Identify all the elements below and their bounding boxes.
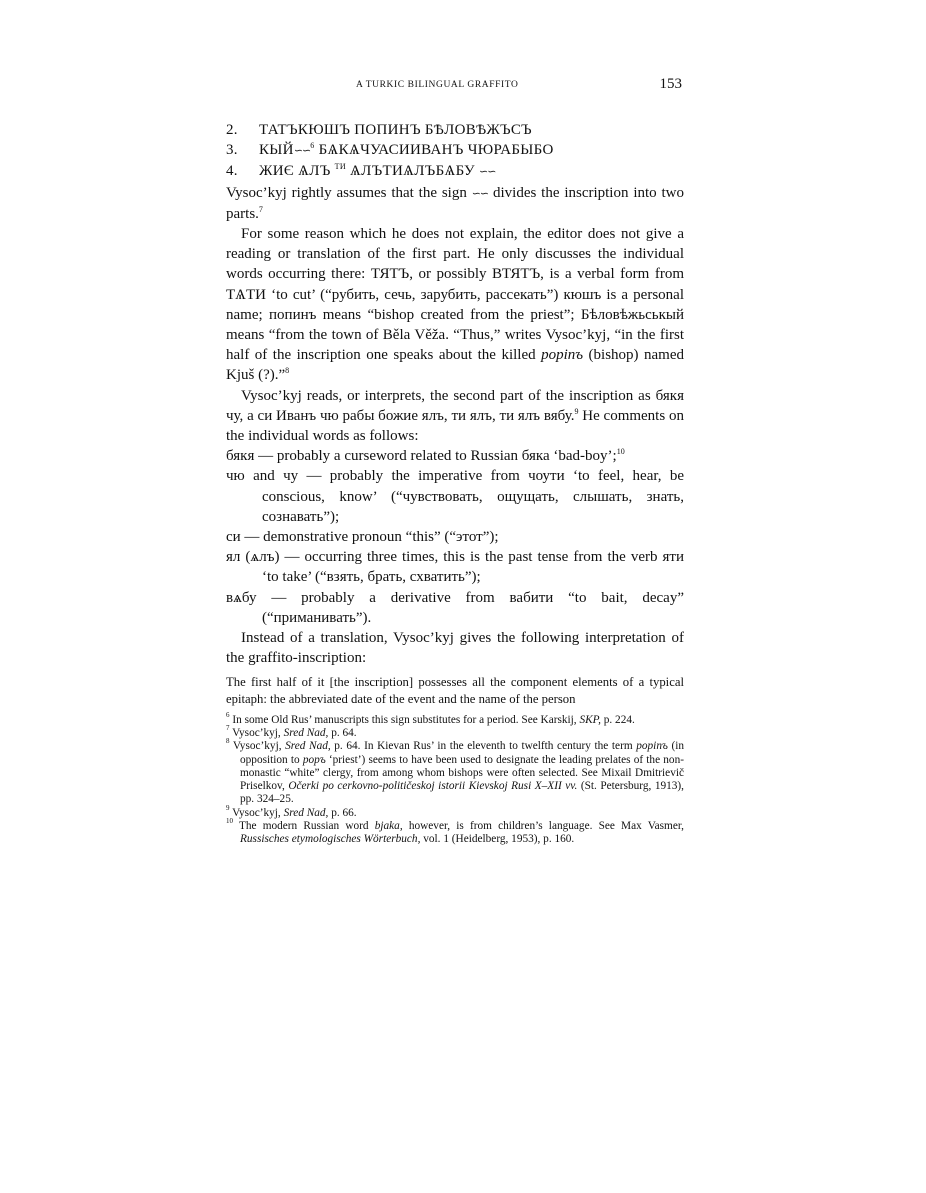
divider-sign: ∽∽: [471, 187, 489, 200]
running-head: [226, 78, 684, 98]
gloss-item: бякя — probably a curseword related to Russian бяка ‘bad-boy’;$^{10}$: [226, 447, 625, 465]
divider-sign: ∽∽: [478, 166, 496, 179]
paragraph-2: For some reason which he does not explain, the editor does not give a reading or translation of the first part. He only discusses the individual words occurring there: ТЯТЪ, or possibly ВТЯТЪ, is a verbal form from ТѦТИ ‘to cut’ (“рубить, сечь, зарубить, рассекать”) кюшъ is a personal name; попинъ means “bishop created from the priest”; Бѣловѣжьськый means “from the town of Běla Věža. “Thus,” writes Vysoc’kyj, “in the first half of the inscription one speaks about the killed popinъ (bishop) named Kjuš (?).”$^8$: [226, 226, 684, 384]
gloss-item: ял (ѧлъ) — occurring three times, this is the past tense from the verb яти ‘to take’ (“взять, брать, схватить”);: [226, 549, 684, 586]
footnote-ref: 10: [616, 447, 625, 457]
paragraph-4: Instead of a translation, Vysoc’kyj gives the following interpretation of the graffito-inscription:: [226, 630, 684, 667]
footnote-ref: 9: [574, 406, 579, 416]
footnote-9: $^9$ Vysoc’kyj, Sred Nad, p. 66.: [226, 803, 357, 819]
footnote-8: $^8$ Vysoc’kyj, Sred Nad, p. 64. In Kievan Rus’ in the eleventh to twelfth century the term popinъ (in opposition to popъ ‘priest’) seems to have been used to designate the leading prelates of the non-monastic “white” clergy, from among whom bishops were often selected. See Mixail Dmitrievič Priselkov, Očerki po cerkovno-političeskoj istorii Kievskoj Rusi X–XII vv. (St. Petersburg, 1913), pp. 324–25.: [226, 737, 684, 806]
inscription-line-4: 4. ЖИЄ ѦЛЪ $^{ТИ}$ ѦЛЪТИѦЛЪБѦБУ ∽∽: [226, 162, 496, 180]
paragraph-3: Vysoc’kyj reads, or interprets, the second part of the inscription as бякя чу, а си Иванъ чю рабы божие ялъ, ти ялъ, ти ялъ вябу.$^9$ He comments on the individual words as follows:: [226, 387, 684, 445]
footnote-ref: 6: [310, 141, 315, 151]
inscription-line-2: 2. ТАТЪКЮШЪ ПОПИНЪ БѢЛОВѢЖЪСЪ: [226, 122, 532, 138]
footnote-ref: 7: [258, 204, 263, 214]
gloss-item: чю and чу — probably the imperative from чоути ‘to feel, hear, be conscious, know’ (“чувствовать, ощущать, слышать, знать, сознавать”);: [226, 468, 684, 525]
footnote-6: $^6$ In some Old Rus’ manuscripts this sign substitutes for a period. See Karskij, SKP, p. 224.: [226, 711, 635, 727]
gloss-item: вѧбу — probably a derivative from вабити “to bait, decay” (“приманивать”).: [226, 589, 684, 626]
footnote-7: $^7$ Vysoc’kyj, Sred Nad, p. 64.: [226, 724, 357, 740]
inscription-line-3: 3. КЫЙ∽∽$^6$ БѦКѦЧУАСИИВАНЪ ЧЮРАБЫБО: [226, 141, 554, 159]
superscript-ti: ТИ: [334, 162, 346, 172]
footnotes: [226, 711, 684, 846]
running-title: A TURKIC BILINGUAL GRAFFITO: [356, 80, 519, 90]
footnote-10: $^{10}$ The modern Russian word bjaka, however, is from children’s language. See Max Vasmer, Russisches etymologisches Wörterbuch, vol. 1 (Heidelberg, 1953), p. 160.: [226, 816, 684, 845]
block-quote: The first half of it [the inscription] possesses all the component elements of a typical epitaph: the abbreviated date of the event and the name of the person: [226, 675, 684, 707]
page-number: 153: [659, 76, 682, 92]
paragraph-1: Vysoc’kyj rightly assumes that the sign ∽∽ divides the inscription into two parts.$^7$: [226, 184, 684, 222]
footnote-ref: 8: [285, 366, 290, 376]
divider-sign: ∽∽: [293, 145, 311, 158]
body-text: [226, 120, 684, 846]
gloss-item: си — demonstrative pronoun “this” (“этот”);: [226, 529, 499, 546]
